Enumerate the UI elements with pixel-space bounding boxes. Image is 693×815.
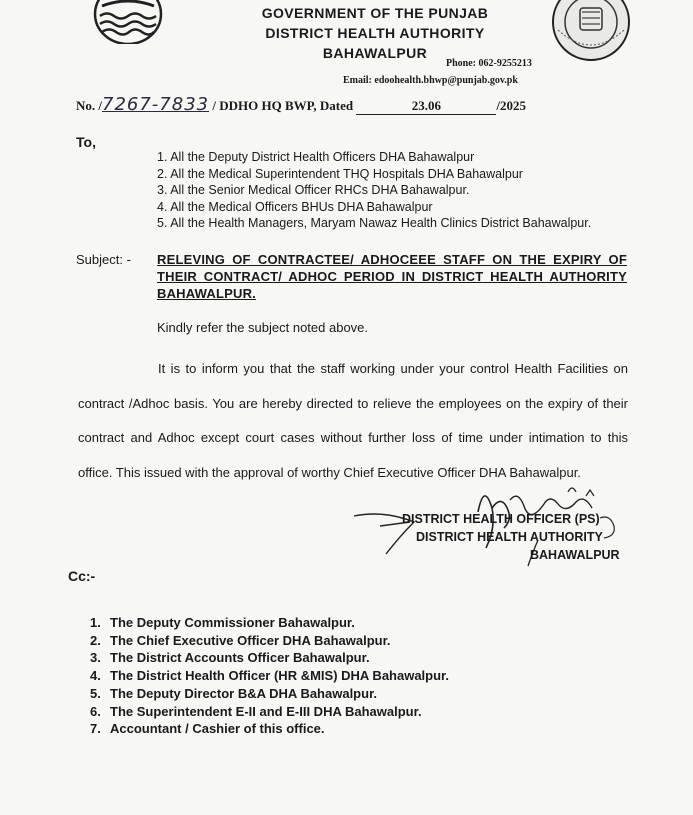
subject-text: RELEVING OF CONTRACTEE/ ADHOCEEE STAFF ON THE EXPIRY OF THEIR CONTRACT/ ADHOC PERIOD IN DISTRICT HEALTH AUTHORITY BAHAWALPUR.: [157, 252, 627, 301]
reference-office: / DDHO HQ BWP, Dated: [212, 98, 354, 113]
body-paragraph-2-text: It is to inform you that the staff working under your control Health Facilities on contract /Adhoc basis. You are hereby directed to relieve the employees on the expiry of their contract and Adhoc except court cases without further loss of time under intimation to this office. This issued with the approval of worthy Chief Executive Officer DHA Bahawalpur.: [78, 361, 628, 480]
letterhead-city: BAHAWALPUR: [322, 45, 428, 61]
cc-item: 3. The District Accounts Officer Bahawalpur.: [90, 650, 370, 666]
body-paragraph-2: [78, 352, 628, 490]
recipient-item: 4. All the Medical Officers BHUs DHA Bahawalpur: [157, 199, 433, 214]
subject-label: Subject: -: [76, 252, 131, 267]
cc-item: 4. The District Health Officer (HR &MIS) DHA Bahawalpur.: [90, 668, 450, 684]
cc-label: Cc:-: [68, 568, 96, 584]
letterhead: [230, 3, 520, 63]
cc-item: 1. The Deputy Commissioner Bahawalpur.: [90, 615, 355, 630]
reference-number: 7267-7833: [102, 94, 210, 115]
to-label: To,: [76, 134, 96, 150]
cc-item: 2. The Chief Executive Officer DHA Bahawalpur.: [90, 632, 391, 648]
letterhead-authority: DISTRICT HEALTH AUTHORITY: [265, 25, 485, 41]
recipient-item: 3. All the Senior Medical Officer RHCs DHA Bahawalpur.: [157, 183, 470, 198]
signature-city: BAHAWALPUR: [530, 548, 620, 562]
recipient-item: 2. All the Medical Superintendent THQ Hospitals DHA Bahawalpur: [157, 166, 523, 181]
phone-number: Phone: 062-9255213: [446, 58, 532, 69]
recipient-list: [157, 149, 591, 232]
reference-prefix: No. /: [76, 98, 102, 113]
recipient-item: 1. All the Deputy District Health Officers DHA Bahawalpur: [157, 150, 475, 164]
reference-line: [76, 94, 526, 115]
letterhead-government: GOVERNMENT OF THE PUNJAB: [261, 5, 489, 21]
signature-block: [402, 510, 620, 564]
cc-item: 5. The Deputy Director B&A DHA Bahawalpur.: [90, 685, 378, 701]
cc-item: 7. Accountant / Cashier of this office.: [90, 721, 325, 737]
body-paragraph-1: Kindly refer the subject noted above.: [157, 320, 369, 335]
signature-authority: DISTRICT HEALTH AUTHORITY: [416, 530, 603, 544]
signature-title: DISTRICT HEALTH OFFICER (PS): [402, 512, 600, 526]
health-department-seal-icon: [548, 0, 634, 62]
reference-date: 23.06: [356, 98, 496, 115]
email-address: Email: edoohealth.bhwp@punjab.gov.pk: [343, 75, 518, 86]
recipient-item: 5. All the Health Managers, Maryam Nawaz Health Clinics District Bahawalpur.: [157, 216, 592, 231]
cc-list: [90, 614, 449, 738]
cc-item: 6. The Superintendent E-II and E-III DHA Bahawalpur.: [90, 703, 422, 719]
reference-year: /2025: [496, 98, 526, 113]
punjab-emblem-icon: [92, 0, 164, 44]
